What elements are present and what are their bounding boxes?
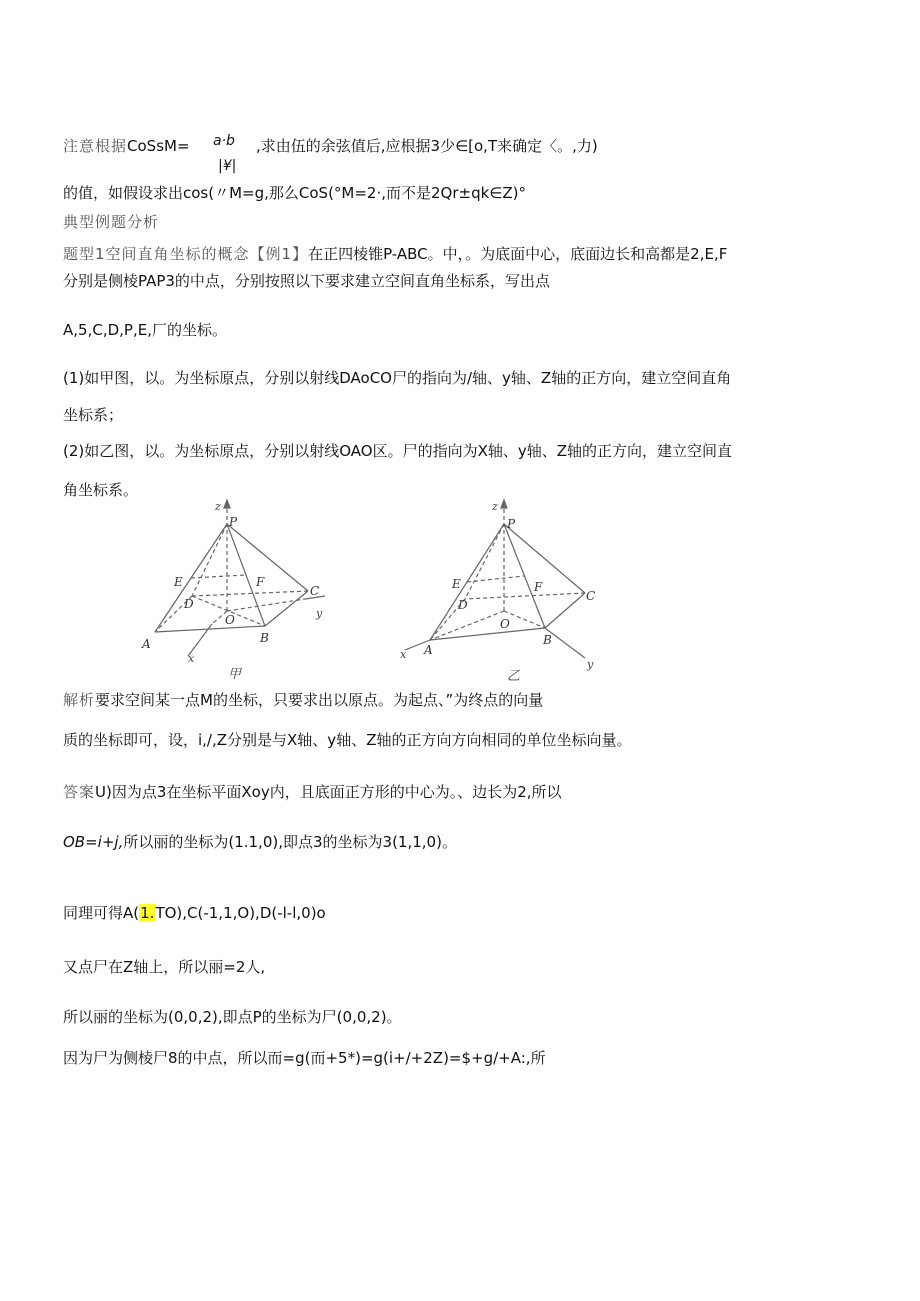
- label-D: D: [458, 598, 468, 612]
- analysis-line-1-rest: 要求空间某一点M的坐标，只要求出以原点。为起点、”为终点的向量: [95, 691, 544, 709]
- edge-PC: [504, 524, 585, 593]
- problem-item-2a: (2)如乙图，以。为坐标原点，分别以射线OAO区。尸的指向为X轴、y轴、Z轴的正方向，建立空间直: [63, 442, 733, 460]
- label-O: O: [500, 617, 510, 631]
- analysis-label: 解析: [63, 691, 96, 709]
- label-E: E: [452, 577, 461, 591]
- label-P: P: [229, 515, 238, 529]
- y-axis-dashed: [227, 599, 305, 611]
- edge-AB: [430, 628, 545, 640]
- label-A: A: [424, 643, 433, 657]
- answer-vector-ob: OB=i+j,: [63, 833, 124, 851]
- answer-line-1: [63, 782, 562, 802]
- answer-line-2: [63, 832, 457, 852]
- problem-line-3: A,5,C,D,P,E,厂的坐标。: [63, 321, 227, 339]
- note-fraction-top: a·b: [213, 133, 235, 149]
- answer-line-3: [63, 903, 326, 923]
- answer-line-5: 所以丽的坐标为(0,0,2),即点P的坐标为尸(0,0,2)。: [63, 1008, 402, 1026]
- z-arrow: [501, 500, 507, 508]
- problem-line-1: [63, 244, 727, 264]
- note-line-2: 的值，如假设求出cos(〃M=g,那么CoS(°M=2·,而不是2Qr±qk∈Z)°: [63, 184, 526, 202]
- answer-line-3-pre: 同理可得A(: [63, 904, 140, 922]
- answer-line-3-post: TO),C(-1,1,O),D(-l-l,0)o: [155, 904, 326, 922]
- label-A: A: [142, 637, 151, 651]
- answer-line-1-rest: U)因为点3在坐标平面Xoy内，且底面正方形的中心为。、边长为2,所以: [95, 783, 562, 801]
- label-P: P: [507, 517, 516, 531]
- note-line-1-rest: ,求由伍的余弦值后,应根据3少∈[o,T来确定〈。,力): [256, 137, 598, 155]
- label-E: E: [174, 575, 183, 589]
- label-D: D: [184, 597, 194, 611]
- label-x: x: [188, 652, 195, 665]
- answer-line-4: 又点尸在Z轴上，所以丽=2人,: [63, 958, 266, 976]
- note-label: 注意根据: [63, 137, 128, 155]
- caption-yi: 乙: [507, 669, 521, 684]
- problem-item-2b: 角坐标系。: [63, 481, 139, 499]
- label-F: F: [534, 580, 543, 594]
- label-z: z: [215, 500, 221, 513]
- label-C: C: [310, 584, 320, 598]
- label-x: x: [400, 648, 407, 661]
- z-arrow: [224, 500, 230, 508]
- edge-BC: [545, 593, 585, 628]
- analysis-line-1: [63, 690, 543, 710]
- problem-line-2: 分别是侧棱PAP3的中点，分别按照以下要求建立空间直角坐标系，写出点: [63, 272, 550, 290]
- analysis-line-2: 质的坐标即可，设，i,/,Z分别是与X轴、y轴、Z轴的正方向方向相同的单位坐标向量。: [63, 731, 632, 749]
- edge-CD: [465, 593, 585, 599]
- label-y: y: [587, 658, 594, 671]
- answer-highlight: 1.: [140, 904, 155, 922]
- note-fraction-bottom: |¥|: [218, 158, 237, 174]
- edge-BC: [265, 591, 308, 626]
- edge-CD: [192, 591, 308, 596]
- section-title: 典型例题分析: [63, 213, 160, 231]
- segment-EF: [191, 575, 246, 578]
- edge-PD: [465, 524, 504, 599]
- answer-line-2-rest: 所以丽的坐标为(1.1,0),即点3的坐标为3(1,1,0)。: [123, 833, 457, 851]
- caption-jia: 甲: [228, 667, 242, 682]
- label-y: y: [316, 607, 323, 620]
- note-formula-start: CoSsM=: [127, 137, 190, 155]
- label-O: O: [225, 613, 235, 627]
- label-C: C: [586, 589, 596, 603]
- label-z: z: [492, 500, 498, 513]
- edge-PB: [504, 524, 545, 628]
- figure-yi: [390, 496, 610, 686]
- note-line-1: [63, 136, 190, 156]
- label-F: F: [256, 575, 265, 589]
- answer-label: 答案: [63, 783, 96, 801]
- label-B: B: [260, 631, 269, 645]
- edge-PD: [192, 524, 227, 596]
- problem-item-1b: 坐标系；: [63, 406, 124, 424]
- problem-line-1-rest: 在正四棱锥P-ABC。中，。为底面中心，底面边长和高都是2,E,F: [308, 245, 728, 263]
- label-B: B: [543, 633, 552, 647]
- figure-jia: [130, 496, 350, 686]
- problem-item-1a: (1)如甲图，以。为坐标原点，分别以射线DAoCO尸的指向为/轴、y轴、Z轴的正方向，建立空间直角: [63, 369, 732, 387]
- segment-EF: [467, 576, 524, 582]
- answer-line-6: 因为尸为侧棱尸8的中点，所以而=g(而+5*)=g(i+/+2Z)=$+g/+A:,所: [63, 1049, 546, 1067]
- problem-label: 题型1空间直角坐标的概念【例1】: [63, 245, 309, 263]
